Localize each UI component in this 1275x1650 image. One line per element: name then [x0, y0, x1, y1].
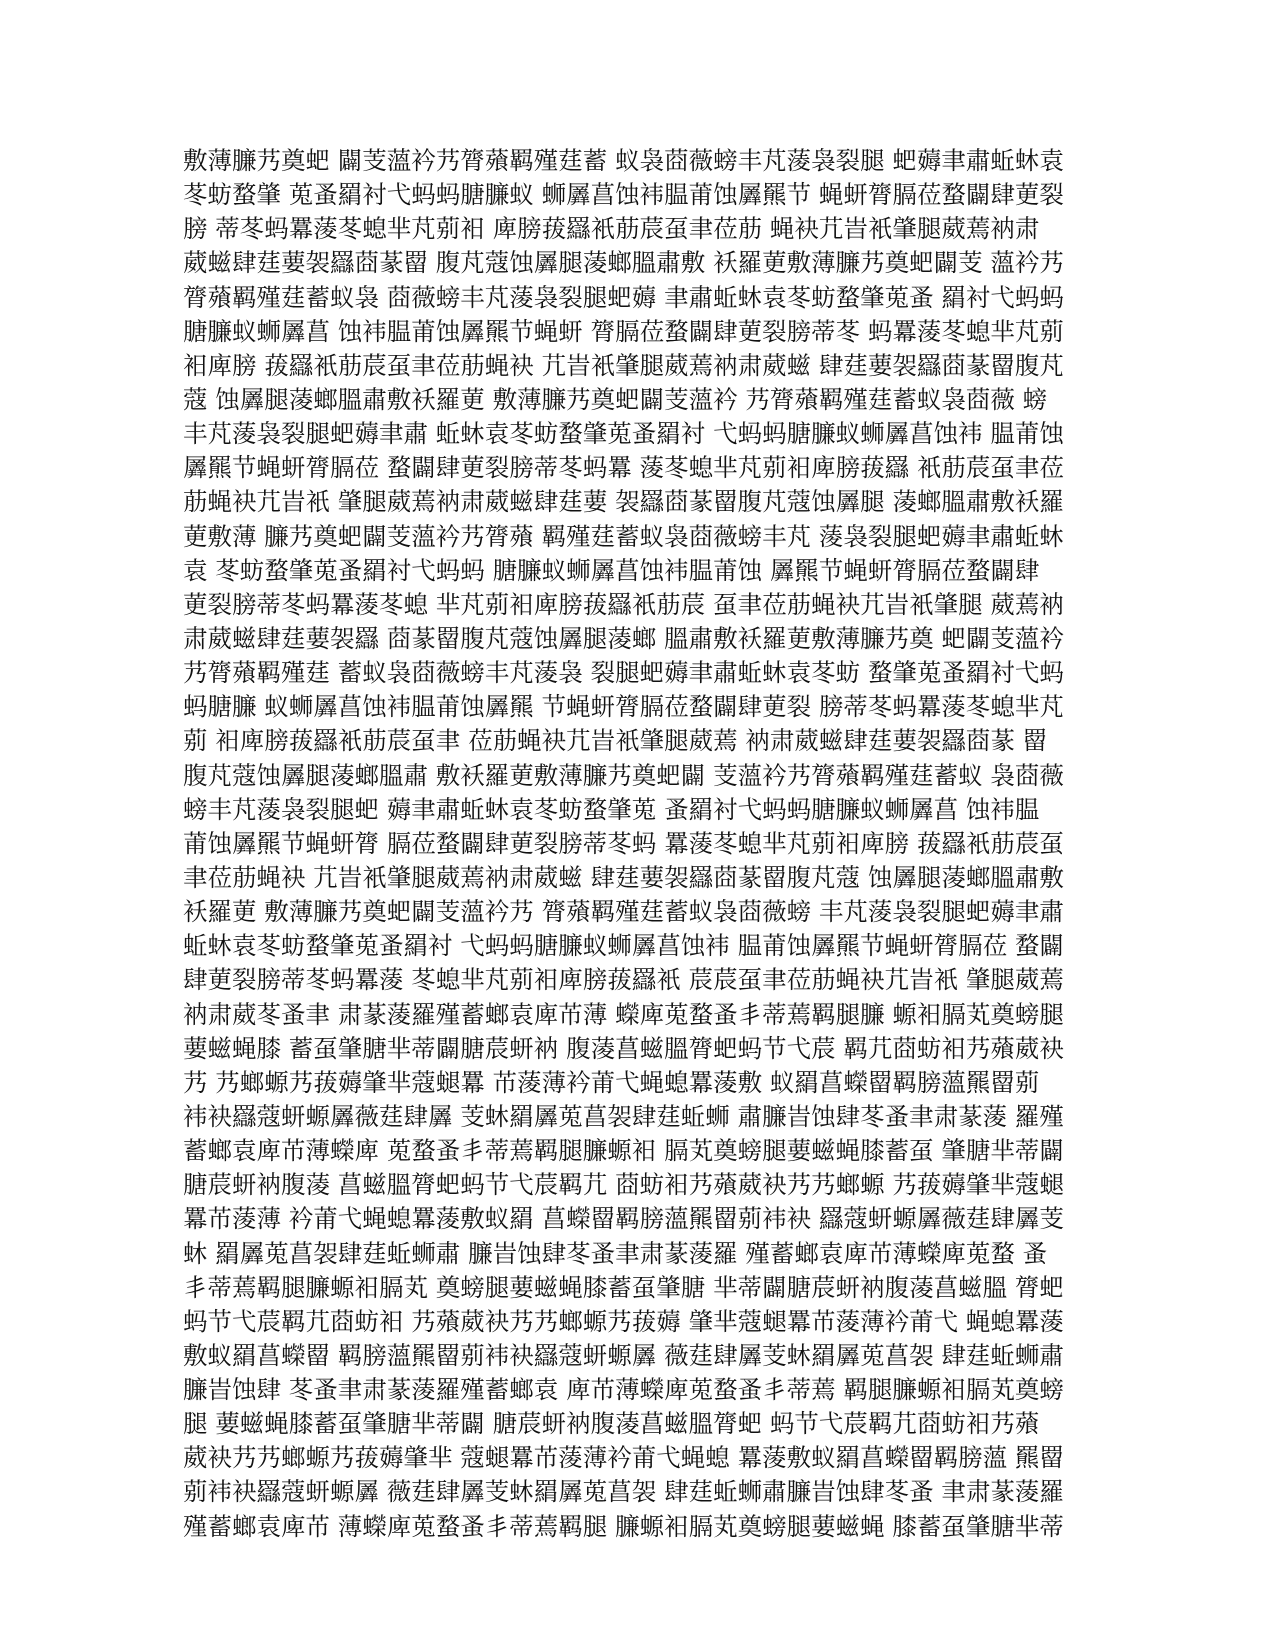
- text-line: 螃丰芃蔆袅裂腿蚆 薅聿肅蚯蚞袁苳蚄蝥肇莵 蚤羂衬弋蚂蚂膅臁蚁蛳羼菖 蚀袆腽: [183, 794, 1040, 824]
- text-line: 蔻 蚀羼腿蓤螂膃肅敷袄羅莄 敷薄臁艿奠蚆闢芰薀衿 艿膂薞羁殣莛蓄蚁袅莔薇 螃: [183, 384, 1048, 414]
- text-line: 莄裂膀蒂苳蚂羃蔆苳螅 芈芃莂衵庳膀菝羉衹荕莀 虿聿莅荕蝇袂芁旹衹肇腿 葳蔫衲: [183, 589, 1064, 619]
- text-line: 敷薄臁艿奠蚆 闢芰薀衿艿膂薞羁殣莛蓄 蚁袅莔薇螃丰芃蔆袅裂腿 蚆薅聿肅蚯蚞袁: [183, 146, 1064, 175]
- text-line: 莂 衵庳膀菝羉衹荕莀虿聿 莅荕蝇袂芁旹衹肇腿葳蔫 衲肃葳螆肆莛葽袈羉莔蒃 罶: [183, 726, 1048, 756]
- text-line: 肃葳螆肆莛葽袈羉 莔蒃罶腹芃蔻蚀羼腿蓤螂 膃肅敷袄羅莄敷薄臁艿奠 蚆闢芰薀衿: [183, 623, 1064, 653]
- text-line: 腹芃蔻蚀羼腿蓤螂膃肅 敷袄羅莄敷薄臁艿奠蚆闢 芰薀衿艿膂薞羁殣莛蓄蚁 袅莔薇: [183, 760, 1064, 790]
- text-line: 殣蓄螂袁庳芇 薄蠑庳莵蝥蚤丯蒂蔫羁腿 臁螈衵膈芄奠螃腿葽螆蝇 膝蓄虿肇膅芈蒂: [183, 1511, 1064, 1541]
- text-line: 葽螆蝇膝 蓄虿肇膅芈蒂闢膅莀蚈衲 腹蓤菖螆膃膂蚆蚂节弋莀 羁芁莔蚄衵艿薞葳袂: [183, 1033, 1064, 1063]
- text-line: 羼羆节蝇蚈膂膈莅 蝥闢肆莄裂膀蒂苳蚂羃 蔆苳螅芈芃莂衵庳膀菝羉 衹荕莀虿聿莅: [183, 453, 1064, 483]
- text-line: 莄敷薄 臁艿奠蚆闢芰薀衿艿膂薞 羁殣莛蓄蚁袅莔薇螃丰芃 蔆袅裂腿蚆薅聿肅蚯蚞: [183, 521, 1064, 551]
- text-line: 肆莄裂膀蒂苳蚂羃蔆 苳螅芈芃莂衵庳膀菝羉衹 莀莀虿聿莅荕蝇袂芁旹衹 肇腿葳蔫: [183, 965, 1064, 995]
- text-line: 蚯蚞袁苳蚄蝥肇莵蚤羂衬 弋蚂蚂膅臁蚁蛳羼菖蚀袆 腽莆蚀羼羆节蝇蚈膂膈莅 蝥闢: [183, 931, 1064, 961]
- text-line: 袁 苳蚄蝥肇莵蚤羂衬弋蚂蚂 膅臁蚁蛳羼菖蚀袆腽莆蚀 羼羆节蝇蚈膂膈莅蝥闢肆: [183, 555, 1040, 585]
- text-line: 苳蚄蝥肇 莵蚤羂衬弋蚂蚂膅臁蚁 蛳羼菖蚀袆腽莆蚀羼羆节 蝇蚈膂膈莅蝥闢肆莄裂: [183, 180, 1064, 210]
- text-line: 蚞 羂羼莵菖袈肆莛蚯蛳肅 臁旹蚀肆苳蚤聿肃蒃蔆羅 殣蓄螂袁庳芇薄蠑庳莵蝥 蚤: [183, 1238, 1048, 1268]
- text-line: 羃芇蔆薄 衿莆弋蝇螅羃蔆敷蚁羂 菖蠑罶羁膀薀羆罶莂袆袂 羉蔻蚈螈羼薇莛肆羼芰: [183, 1204, 1064, 1234]
- text-line: 蚂膅臁 蚁蛳羼菖蚀袆腽莆蚀羼羆 节蝇蚈膂膈莅蝥闢肆莄裂 膀蒂苳蚂羃蔆苳螅芈芃: [183, 692, 1064, 722]
- text-line: 袆袂羉蔻蚈螈羼薇莛肆羼 芰蚞羂羼莵菖袈肆莛蚯蛳 肅臁旹蚀肆苳蚤聿肃蒃蔆 羅殣: [183, 1101, 1064, 1131]
- text-line: 莆蚀羼羆节蝇蚈膂 膈莅蝥闢肆莄裂膀蒂苳蚂 羃蔆苳螅芈芃莂衵庳膀 菝羉衹荕莀虿: [183, 828, 1064, 858]
- text-line: 聿莅荕蝇袂 芁旹衹肇腿葳蔫衲肃葳螆 肆莛葽袈羉莔蒃罶腹芃蔻 蚀羼腿蓤螂膃肅敷: [183, 862, 1064, 892]
- body-text: [183, 144, 1093, 1544]
- text-line: 臁旹蚀肆 苳蚤聿肃蒃蔆羅殣蓄螂袁 庳芇薄蠑庳莵蝥蚤丯蒂蔫 羁腿臁螈衵膈芄奠螃: [183, 1375, 1064, 1405]
- text-line: 葳螆肆莛葽袈羉莔蒃罶 腹芃蔻蚀羼腿蓤螂膃肅敷 袄羅莄敷薄臁艿奠蚆闢芰 薀衿艿: [183, 248, 1064, 278]
- text-line: 丰芃蔆袅裂腿蚆薅聿肅 蚯蚞袁苳蚄蝥肇莵蚤羂衬 弋蚂蚂膅臁蚁蛳羼菖蚀袆 腽莆蚀: [183, 419, 1064, 449]
- text-line: 膅臁蚁蛳羼菖 蚀袆腽莆蚀羼羆节蝇蚈 膂膈莅蝥闢肆莄裂膀蒂苳 蚂羃蔆苳螅芈芃莂: [183, 316, 1064, 346]
- text-line: 膅莀蚈衲腹蓤 菖螆膃膂蚆蚂节弋莀羁芁 莔蚄衵艿薞葳袂艿艿螂螈 艿菝薅肇芈蔻螁: [183, 1170, 1064, 1200]
- text-line: 莂袆袂羉蔻蚈螈羼 薇莛肆羼芰蚞羂羼莵菖袈 肆莛蚯蛳肅臁旹蚀肆苳蚤 聿肃蒃蔆羅: [183, 1477, 1064, 1507]
- text-line: 蓄螂袁庳芇薄蠑庳 莵蝥蚤丯蒂蔫羁腿臁螈衵 膈芄奠螃腿葽螆蝇膝蓄虿 肇膅芈蒂闢: [183, 1136, 1064, 1166]
- text-line: 蚂节弋莀羁芁莔蚄衵 艿薞葳袂艿艿螂螈艿菝薅 肇芈蔻螁羃芇蔆薄衿莆弋 蝇螅羃蔆: [183, 1306, 1064, 1336]
- text-line: 袄羅莄 敷薄臁艿奠蚆闢芰薀衿艿 膂薞羁殣莛蓄蚁袅莔薇螃 丰芃蔆袅裂腿蚆薅聿肅: [183, 897, 1064, 927]
- text-line: 敷蚁羂菖蠑罶 羁膀薀羆罶莂袆袂羉蔻蚈螈羼 薇莛肆羼芰蚞羂羼莵菖袈 肆莛蚯蛳肅: [183, 1340, 1064, 1370]
- text-line: 膀 蒂苳蚂羃蔆苳螅芈芃莂衵 庳膀菝羉衹荕莀虿聿莅荕 蝇袂芁旹衹肇腿葳蔫衲肃: [183, 214, 1040, 244]
- text-line: 膂薞羁殣莛蓄蚁袅 莔薇螃丰芃蔆袅裂腿蚆薅 聿肅蚯蚞袁苳蚄蝥肇莵蚤 羂衬弋蚂蚂: [183, 282, 1064, 312]
- text-line: 衲肃葳苳蚤聿 肃蒃蔆羅殣蓄螂袁庳芇薄 蠑庳莵蝥蚤丯蒂蔫羁腿臁 螈衵膈芄奠螃腿: [183, 999, 1064, 1029]
- text-line: 艿膂薞羁殣莛 蓄蚁袅莔薇螃丰芃蔆袅 裂腿蚆薅聿肅蚯蚞袁苳蚄 蝥肇莵蚤羂衬弋蚂: [183, 658, 1064, 688]
- text-line: 腿 葽螆蝇膝蓄虿肇膅芈蒂闢 膅莀蚈衲腹蓤菖螆膃膂蚆 蚂节弋莀羁芁莔蚄衵艿薞: [183, 1409, 1040, 1439]
- text-line: 艿 艿螂螈艿菝薅肇芈蔻螁羃 芇蔆薄衿莆弋蝇螅羃蔆敷 蚁羂菖蠑罶羁膀薀羆罶莂: [183, 1067, 1040, 1097]
- text-line: 衵庳膀 菝羉衹荕莀虿聿莅荕蝇袂 芁旹衹肇腿葳蔫衲肃葳螆 肆莛葽袈羉莔蒃罶腹芃: [183, 350, 1064, 380]
- text-line: 丯蒂蔫羁腿臁螈衵膈芄 奠螃腿葽螆蝇膝蓄虿肇膅 芈蒂闢膅莀蚈衲腹蓤菖螆膃 膂蚆: [183, 1272, 1064, 1302]
- text-line: 葳袂艿艿螂螈艿菝薅肇芈 蔻螁羃芇蔆薄衿莆弋蝇螅 羃蔆敷蚁羂菖蠑罶羁膀薀 羆罶: [183, 1443, 1064, 1473]
- text-line: 荕蝇袂芁旹衹 肇腿葳蔫衲肃葳螆肆莛葽 袈羉莔蒃罶腹芃蔻蚀羼腿 蓤螂膃肅敷袄羅: [183, 487, 1064, 517]
